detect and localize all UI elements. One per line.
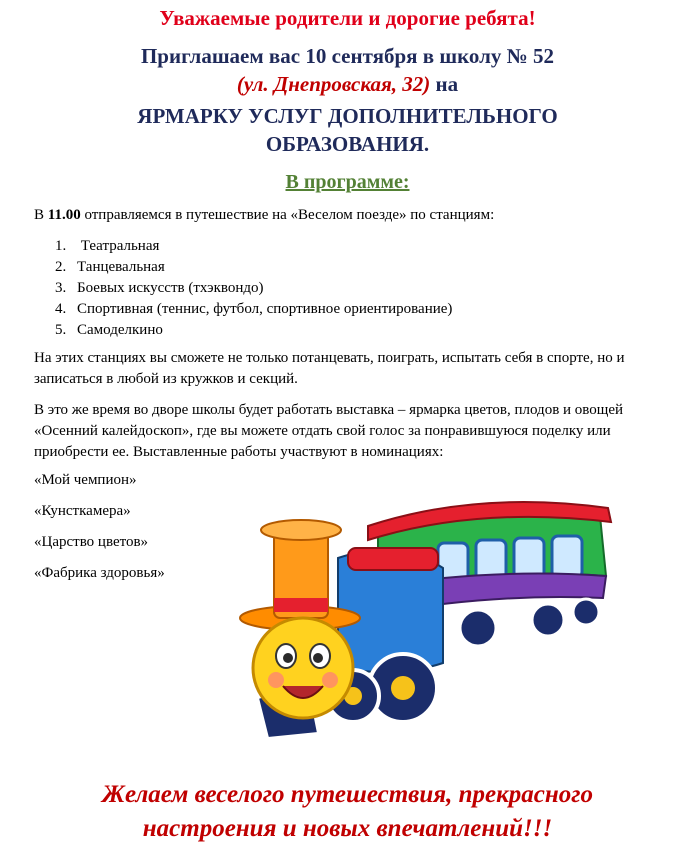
list-item <box>55 257 452 278</box>
closing-wish <box>0 778 695 846</box>
nomination-item: «Мой чемпион» <box>34 472 137 488</box>
greeting-heading: Уважаемые родители и дорогие ребята! <box>159 6 536 30</box>
paragraph-stations-info: На этих станциях вы сможете не только потанцевать, поиграть, испытать себя в спорте, но и записаться в любой из кружков и секций. <box>34 350 625 387</box>
list-number: 2. <box>55 259 67 275</box>
address: (ул. Днепровская, 32) <box>236 72 431 96</box>
intro-rest: отправляемся в путешествие на «Веселом поезде» по станциям: <box>80 207 495 223</box>
list-number: 5. <box>55 322 67 338</box>
paragraph-exhibition: В это же время во дворе школы будет работать выставка – ярмарка цветов, плодов и овощей «Осенний калейдоскоп», где вы можете отдать свой голос за понравившуюся поделку или приобрести ее. Выставленные работы участвуют в номинациях: <box>34 402 624 460</box>
fair-title <box>0 102 695 158</box>
station-label: Боевых искусств (тхэквондо) <box>77 280 264 296</box>
closing-wish-line2: настроения и новых впечатлений!!! <box>142 815 553 842</box>
list-item <box>55 278 452 299</box>
list-number: 1. <box>55 238 67 254</box>
station-label: Самоделкино <box>77 322 163 338</box>
intro-text <box>34 205 654 226</box>
nomination-item: «Кунсткамера» <box>34 503 131 519</box>
intro-prefix: В <box>34 207 48 223</box>
cartoon-train-icon <box>228 488 628 750</box>
invitation-line: Приглашаем вас 10 сентября в школу № 52 <box>140 44 555 68</box>
fair-title-line2: ОБРАЗОВАНИЯ. <box>265 132 430 156</box>
closing-wish-line1: Желаем веселого путешествия, прекрасного <box>102 781 593 808</box>
invitation-on: на <box>430 72 459 96</box>
fair-title-line1: ЯРМАРКУ УСЛУГ ДОПОЛНИТЕЛЬНОГО <box>137 104 558 128</box>
list-item <box>55 299 452 320</box>
station-label: Танцевальная <box>77 259 165 275</box>
invitation-address-line <box>0 72 695 97</box>
station-label: Театральная <box>77 238 160 254</box>
list-item <box>55 236 452 257</box>
intro-time: 11.00 <box>47 207 81 223</box>
list-number: 3. <box>55 280 67 296</box>
program-heading: В программе: <box>285 171 410 193</box>
station-label: Спортивная (теннис, футбол, спортивное ориентирование) <box>77 301 453 317</box>
train-face <box>253 618 353 718</box>
list-item <box>55 320 452 341</box>
stations-list <box>55 236 452 341</box>
nomination-item: «Царство цветов» <box>34 534 149 550</box>
nomination-item: «Фабрика здоровья» <box>34 565 165 581</box>
list-number: 4. <box>55 301 67 317</box>
